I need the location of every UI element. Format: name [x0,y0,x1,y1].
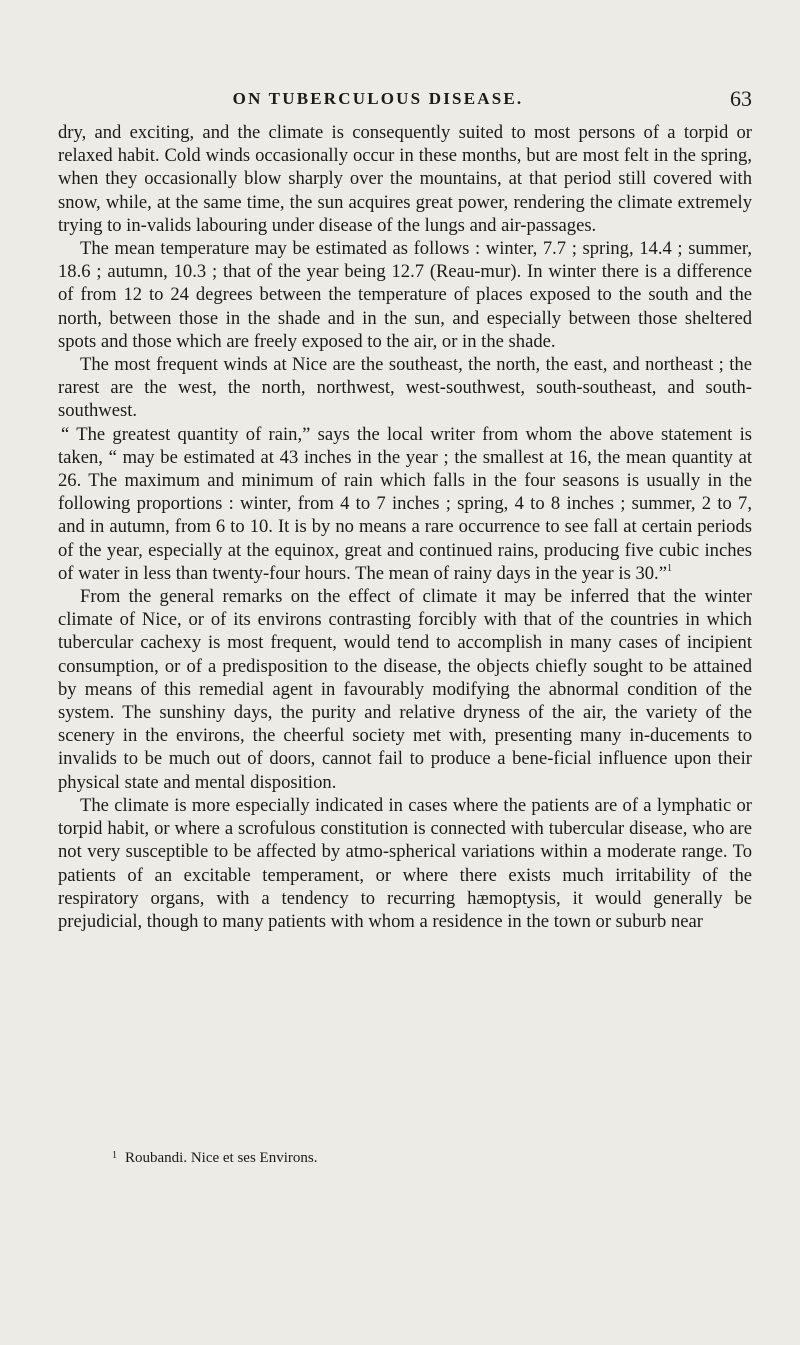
running-head [58,86,752,112]
paragraph-6: The climate is more especially indicated in cases where the patients are of a lymphatic or torpid habit, or where a scrofulous constitution is connected with tubercular disease, who are not very susceptible to be affected by atmo-spherical variations within a moderate range. To patients of an excitable temperament, or where there exists much irritability of the respiratory organs, with a tendency to recurring hæmoptysis, it would generally be prejudicial, though to many patients with whom a residence in the town or suburb near [58,794,752,932]
footnote-text: Roubandi. Nice et ses Environs. [125,1150,318,1166]
footnote [112,1147,752,1167]
paragraph-5: From the general remarks on the effect of climate it may be inferred that the winter climate of Nice, or of its environs contrasting forcibly with that of the countries in which tubercular cachexy is most frequent, would tend to accomplish in many cases of incipient consumption, or of a predisposition to the disease, the objects chiefly sought to be attained by means of this remedial agent in favourably modifying the abnormal condition of the system. The sunshiny days, the purity and relative dryness of the air, the variety of the scenery in the environs, the cheerful society met with, presenting many in-ducements to invalids to be much out of doors, cannot fail to produce a bene-ficial influence upon their physical state and mental disposition. [58,586,752,793]
footnote-ref: 1 [666,562,672,574]
paragraph-4 [58,423,752,585]
paragraph-4-text: “ The greatest quantity of rain,” says the local writer from whom the above statement is taken, “ may be estimated at 43 inches in the year ; the smallest at 16, the mean quantity at 26. The maximum and minimum of rain which falls in the four seasons is usually in the following proportions : winter, from 4 to 7 inches ; spring, 4 to 8 inches ; summer, 2 to 7, and in autumn, from 6 to 10. It is by no means a rare occurrence to see fall at certain periods of the year, especially at the equinox, great and continued rains, producing five cubic inches of water in less than twenty-four hours. The mean of rainy days in the year is 30.” [58,423,752,584]
running-title: ON TUBERCULOUS DISEASE. [232,89,524,108]
paragraph-1: dry, and exciting, and the climate is consequently suited to most persons of a torpid or relaxed habit. Cold winds occasionally occur in these months, but are most felt in the spring, when they occasionally blow sharply over the mountains, at that period still covered with snow, while, at the same time, the sun acquires great power, rendering the climate extremely trying to in-valids labouring under disease of the lungs and air-passages. [58,122,752,236]
paragraph-3: The most frequent winds at Nice are the southeast, the north, the east, and northeast ; the rarest are the west, the north, northwest, west-southwest, south-southeast, and south-southwest. [58,354,752,422]
footnote-mark: 1 [112,1150,117,1161]
body-text [58,121,752,933]
paragraph-2: The mean temperature may be estimated as follows : winter, 7.7 ; spring, 14.4 ; summer, 18.6 ; autumn, 10.3 ; that of the year being 12.7 (Reau-mur). In winter there is a difference of from 12 to 24 degrees between the temperature of places exposed to the south and the north, between those in the shade and in the sun, and especially between those sheltered spots and those which are freely exposed to the air, or in the shade. [58,238,752,352]
page-number: 63 [730,86,752,111]
